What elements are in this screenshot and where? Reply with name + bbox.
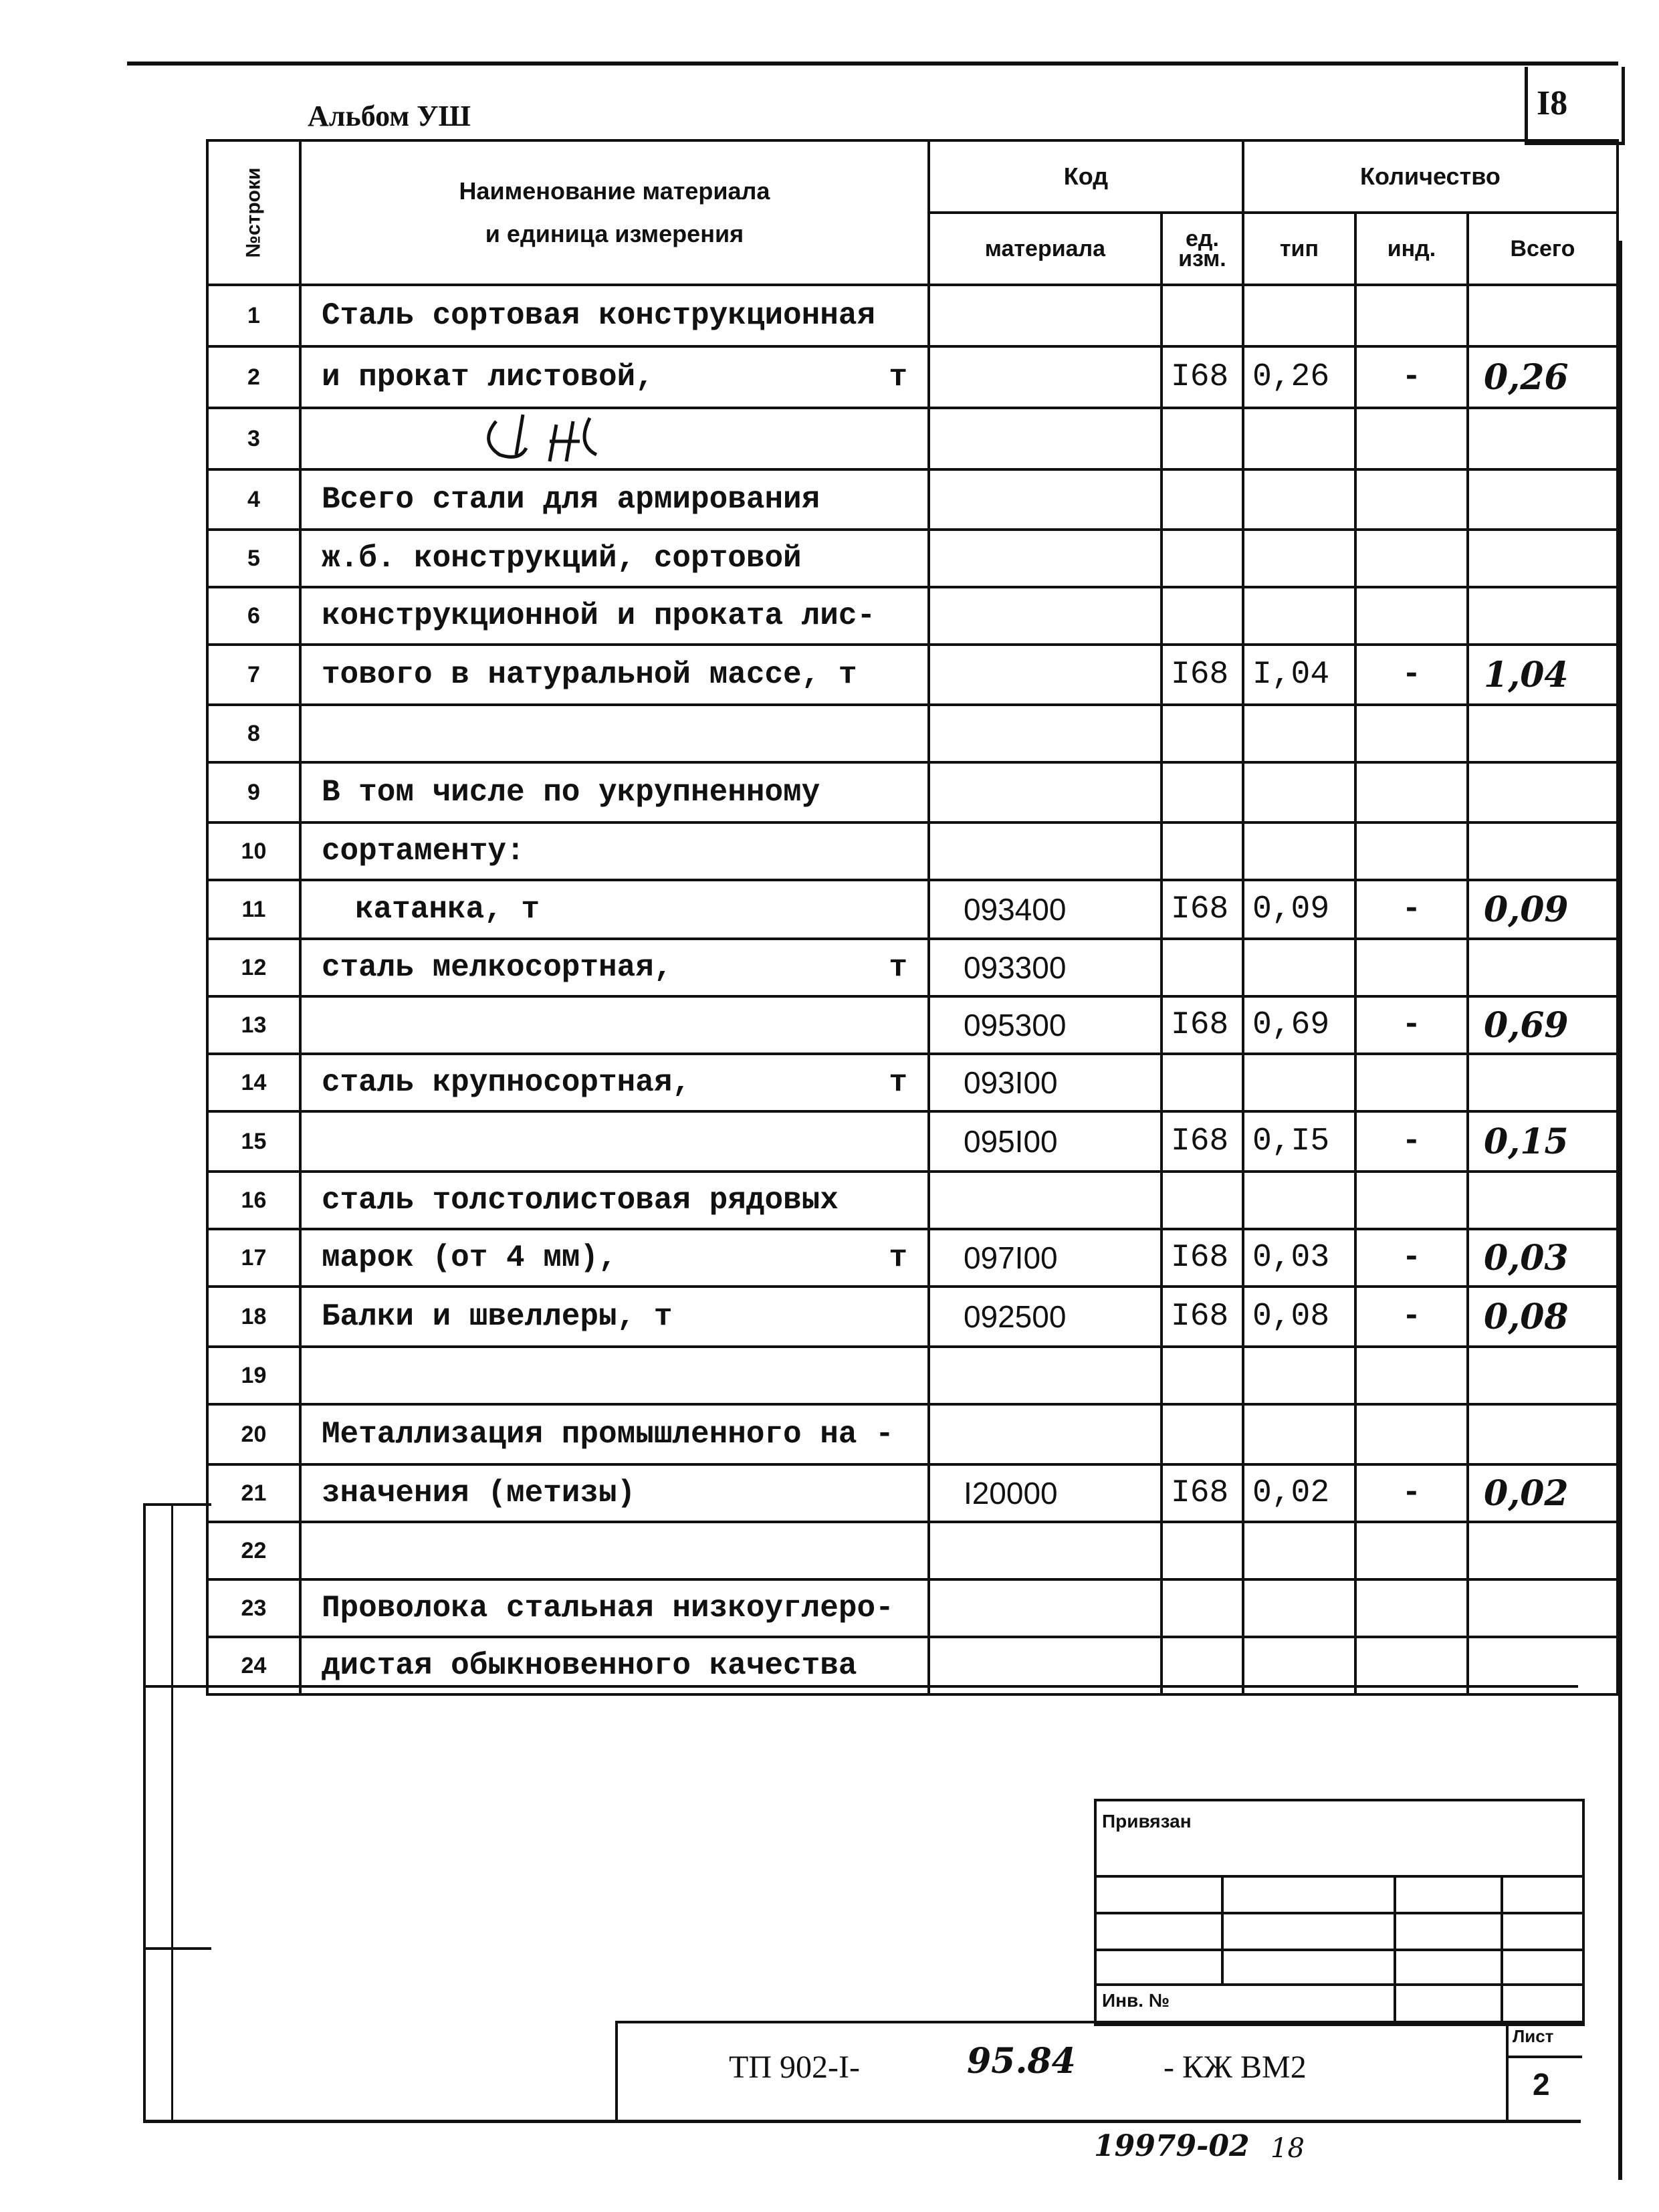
row-number: 17	[207, 1229, 300, 1287]
table-row	[207, 408, 1618, 469]
material-code: 092500	[929, 1287, 1162, 1347]
header-type: тип	[1243, 213, 1355, 285]
stamp-inv-label: Инв. №	[1102, 1990, 1170, 2011]
qty-total	[1468, 1172, 1618, 1229]
qty-total: 0,02	[1468, 1464, 1618, 1522]
row-number: 16	[207, 1172, 300, 1229]
material-name	[300, 996, 929, 1054]
qty-ind	[1355, 285, 1468, 346]
left-signature-strip	[143, 1503, 211, 2122]
archive-suffix: 18	[1270, 2133, 1305, 2164]
material-code	[929, 469, 1162, 530]
table-row	[207, 762, 1618, 822]
qty-type	[1243, 285, 1355, 346]
qty-total: 0,15	[1468, 1111, 1618, 1172]
unit-suffix: т	[889, 950, 907, 985]
material-name	[300, 705, 929, 762]
unit-code	[1162, 408, 1243, 469]
material-name	[300, 1111, 929, 1172]
bottom-border-line	[143, 2120, 1581, 2123]
qty-type: 0,02	[1243, 1464, 1355, 1522]
qty-type	[1243, 1404, 1355, 1464]
header-ind: инд.	[1355, 213, 1468, 285]
unit-code	[1162, 469, 1243, 530]
qty-ind	[1355, 705, 1468, 762]
qty-type: I,04	[1243, 645, 1355, 705]
material-name-text: сталь крупносортная,	[321, 1065, 691, 1100]
unit-code	[1162, 1404, 1243, 1464]
unit-code	[1162, 1172, 1243, 1229]
material-name	[300, 822, 929, 880]
row-number: 12	[207, 939, 300, 996]
qty-type	[1243, 705, 1355, 762]
row-number: 6	[207, 587, 300, 645]
qty-total: 0,09	[1468, 880, 1618, 939]
row-number: 18	[207, 1287, 300, 1347]
material-code: 097I00	[929, 1229, 1162, 1287]
qty-total	[1468, 1522, 1618, 1579]
material-name-text: В том числе по укрупненному	[321, 775, 820, 810]
qty-type	[1243, 469, 1355, 530]
material-code	[929, 705, 1162, 762]
qty-ind: -	[1355, 1464, 1468, 1522]
qty-total: 0,26	[1468, 346, 1618, 408]
unit-code	[1162, 1579, 1243, 1637]
row-number: 20	[207, 1404, 300, 1464]
table-row	[207, 880, 1618, 939]
material-code: 093300	[929, 939, 1162, 996]
qty-type: 0,I5	[1243, 1111, 1355, 1172]
material-name	[300, 1287, 929, 1347]
qty-ind: -	[1355, 880, 1468, 939]
qty-total: 1,04	[1468, 645, 1618, 705]
material-name-text: сортаменту:	[321, 834, 525, 869]
qty-total	[1468, 762, 1618, 822]
material-code: I20000	[929, 1464, 1162, 1522]
unit-code	[1162, 285, 1243, 346]
qty-ind	[1355, 1172, 1468, 1229]
qty-type	[1243, 762, 1355, 822]
row-number: 4	[207, 469, 300, 530]
header-total: Всего	[1468, 213, 1618, 285]
stamp-bound-label: Привязан	[1102, 1811, 1192, 1832]
unit-code	[1162, 1054, 1243, 1111]
qty-type: 0,03	[1243, 1229, 1355, 1287]
material-name	[300, 1347, 929, 1404]
header-material-name: Наименование материала и единица измерения	[300, 140, 929, 285]
material-code	[929, 645, 1162, 705]
qty-total	[1468, 822, 1618, 880]
unit-code	[1162, 939, 1243, 996]
table-row	[207, 939, 1618, 996]
material-name-text: марок (от 4 мм),	[321, 1240, 617, 1275]
row-number: 8	[207, 705, 300, 762]
qty-ind	[1355, 1522, 1468, 1579]
material-name	[300, 645, 929, 705]
material-name-text: Металлизация промышленного на -	[321, 1417, 894, 1452]
album-title: Альбом УШ	[308, 100, 471, 132]
material-name	[300, 762, 929, 822]
material-name-text: тового в натуральной массе, т	[321, 657, 857, 692]
unit-code	[1162, 762, 1243, 822]
table-row	[207, 346, 1618, 408]
material-name-text: Проволока стальная низкоуглеро-	[321, 1591, 894, 1626]
qty-type: 0,26	[1243, 346, 1355, 408]
handwritten-mark	[476, 408, 650, 468]
qty-ind	[1355, 408, 1468, 469]
unit-code: I68	[1162, 645, 1243, 705]
material-code: 095I00	[929, 1111, 1162, 1172]
qty-total	[1468, 939, 1618, 996]
qty-ind	[1355, 1054, 1468, 1111]
material-code: 093400	[929, 880, 1162, 939]
qty-total	[1468, 1404, 1618, 1464]
material-name-text: ж.б. конструкций, сортовой	[321, 541, 802, 576]
qty-type	[1243, 1347, 1355, 1404]
materials-table	[206, 139, 1619, 1696]
table-row	[207, 1522, 1618, 1579]
material-name-text: Балки и швеллеры, т	[321, 1299, 673, 1334]
material-name	[300, 469, 929, 530]
material-name-text: Всего стали для армирования	[321, 482, 820, 517]
material-code	[929, 587, 1162, 645]
table-row	[207, 1579, 1618, 1637]
table-row	[207, 587, 1618, 645]
qty-type	[1243, 939, 1355, 996]
qty-total: 0,08	[1468, 1287, 1618, 1347]
qty-type: 0,08	[1243, 1287, 1355, 1347]
material-name	[300, 530, 929, 587]
table-row	[207, 822, 1618, 880]
material-name-text: дистая обыкновенного качества	[321, 1648, 857, 1683]
material-code	[929, 822, 1162, 880]
qty-type	[1243, 1522, 1355, 1579]
material-code	[929, 1579, 1162, 1637]
unit-suffix: т	[889, 360, 907, 395]
sheet-number: I8	[1537, 84, 1568, 122]
qty-total	[1468, 1347, 1618, 1404]
material-name	[300, 880, 929, 939]
qty-ind: -	[1355, 645, 1468, 705]
table-row	[207, 1054, 1618, 1111]
row-number: 10	[207, 822, 300, 880]
material-name	[300, 587, 929, 645]
qty-type: 0,09	[1243, 880, 1355, 939]
qty-type	[1243, 530, 1355, 587]
unit-code: I68	[1162, 1464, 1243, 1522]
table-row	[207, 285, 1618, 346]
archive-number: 19979-02	[1094, 2129, 1250, 2163]
material-code	[929, 762, 1162, 822]
material-name-text: и прокат листовой,	[321, 360, 654, 395]
header-quantity: Количество	[1243, 140, 1618, 213]
material-name	[300, 939, 929, 996]
unit-suffix: т	[889, 1065, 907, 1100]
row-number: 5	[207, 530, 300, 587]
qty-ind	[1355, 530, 1468, 587]
table-row	[207, 1404, 1618, 1464]
unit-code: I68	[1162, 1287, 1243, 1347]
qty-type	[1243, 587, 1355, 645]
row-number: 3	[207, 408, 300, 469]
table-row	[207, 1111, 1618, 1172]
table-row	[207, 1464, 1618, 1522]
qty-type	[1243, 1579, 1355, 1637]
unit-code: I68	[1162, 1111, 1243, 1172]
qty-ind	[1355, 762, 1468, 822]
material-code	[929, 285, 1162, 346]
qty-type: 0,69	[1243, 996, 1355, 1054]
qty-total	[1468, 469, 1618, 530]
header-material-code: материала	[929, 213, 1162, 285]
header-row-number: №строки	[207, 140, 300, 285]
unit-code	[1162, 587, 1243, 645]
material-code: 093I00	[929, 1054, 1162, 1111]
material-name-text: сталь толстолистовая рядовых	[321, 1183, 839, 1218]
table-row	[207, 705, 1618, 762]
table-row	[207, 1287, 1618, 1347]
qty-type	[1243, 408, 1355, 469]
material-name	[300, 346, 929, 408]
row-number: 7	[207, 645, 300, 705]
qty-ind: -	[1355, 1287, 1468, 1347]
qty-ind	[1355, 1347, 1468, 1404]
unit-code: I68	[1162, 346, 1243, 408]
table-row	[207, 645, 1618, 705]
qty-total	[1468, 587, 1618, 645]
row-number: 1	[207, 285, 300, 346]
material-name	[300, 1522, 929, 1579]
row-number: 9	[207, 762, 300, 822]
qty-total	[1468, 408, 1618, 469]
material-code	[929, 1404, 1162, 1464]
top-border-line	[127, 62, 1618, 66]
qty-total: 0,69	[1468, 996, 1618, 1054]
unit-code	[1162, 530, 1243, 587]
material-name-text: катанка, т	[354, 892, 540, 927]
qty-ind: -	[1355, 346, 1468, 408]
unit-code: I68	[1162, 880, 1243, 939]
row-number: 22	[207, 1522, 300, 1579]
row-number: 21	[207, 1464, 300, 1522]
material-code: 095300	[929, 996, 1162, 1054]
material-code	[929, 346, 1162, 408]
material-code	[929, 1172, 1162, 1229]
material-name	[300, 1172, 929, 1229]
material-name	[300, 1579, 929, 1637]
qty-ind: -	[1355, 1111, 1468, 1172]
qty-total	[1468, 1579, 1618, 1637]
qty-ind: -	[1355, 996, 1468, 1054]
row-number: 11	[207, 880, 300, 939]
material-name	[300, 1464, 929, 1522]
row-number: 13	[207, 996, 300, 1054]
qty-ind: -	[1355, 1229, 1468, 1287]
unit-code	[1162, 1522, 1243, 1579]
qty-total	[1468, 285, 1618, 346]
list-label: Лист	[1513, 2026, 1554, 2046]
unit-code	[1162, 705, 1243, 762]
material-name-text: сталь мелкосортная,	[321, 950, 673, 985]
qty-total	[1468, 530, 1618, 587]
qty-type	[1243, 822, 1355, 880]
header-unit: ед. изм.	[1162, 213, 1243, 285]
material-code	[929, 408, 1162, 469]
qty-ind	[1355, 939, 1468, 996]
qty-total	[1468, 705, 1618, 762]
material-name	[300, 1229, 929, 1287]
list-value: 2	[1533, 2067, 1550, 2102]
unit-suffix: т	[889, 1240, 907, 1275]
qty-type	[1243, 1054, 1355, 1111]
header-code: Код	[929, 140, 1243, 213]
unit-code	[1162, 822, 1243, 880]
material-name-text: Сталь сортовая конструкционная	[321, 298, 876, 333]
row-number: 19	[207, 1347, 300, 1404]
unit-code	[1162, 1347, 1243, 1404]
table-row	[207, 469, 1618, 530]
material-name	[300, 285, 929, 346]
table-row	[207, 1229, 1618, 1287]
material-name-text: конструкционной и проката лис-	[321, 598, 876, 633]
row-number: 2	[207, 346, 300, 408]
row-number: 24	[207, 1637, 300, 1694]
qty-type	[1243, 1172, 1355, 1229]
qty-total	[1468, 1054, 1618, 1111]
doc-code: ТП 902-I-	[729, 2050, 860, 2085]
doc-number: 95.84	[967, 2041, 1076, 2082]
material-name	[300, 1054, 929, 1111]
row-number: 15	[207, 1111, 300, 1172]
table-row	[207, 530, 1618, 587]
unit-code: I68	[1162, 1229, 1243, 1287]
table-row	[207, 1347, 1618, 1404]
material-name	[300, 1404, 929, 1464]
unit-code: I68	[1162, 996, 1243, 1054]
row-number: 14	[207, 1054, 300, 1111]
qty-total: 0,03	[1468, 1229, 1618, 1287]
material-name-text: значения (метизы)	[321, 1476, 636, 1511]
qty-ind	[1355, 1404, 1468, 1464]
doc-suffix: - КЖ ВМ2	[1164, 2050, 1307, 2085]
table-row	[207, 996, 1618, 1054]
binding-stamp	[1094, 1799, 1585, 2026]
table-row	[207, 1172, 1618, 1229]
qty-ind	[1355, 1579, 1468, 1637]
material-code	[929, 530, 1162, 587]
qty-ind	[1355, 822, 1468, 880]
qty-ind	[1355, 469, 1468, 530]
material-code	[929, 1347, 1162, 1404]
row-number: 23	[207, 1579, 300, 1637]
qty-ind	[1355, 587, 1468, 645]
material-code	[929, 1522, 1162, 1579]
